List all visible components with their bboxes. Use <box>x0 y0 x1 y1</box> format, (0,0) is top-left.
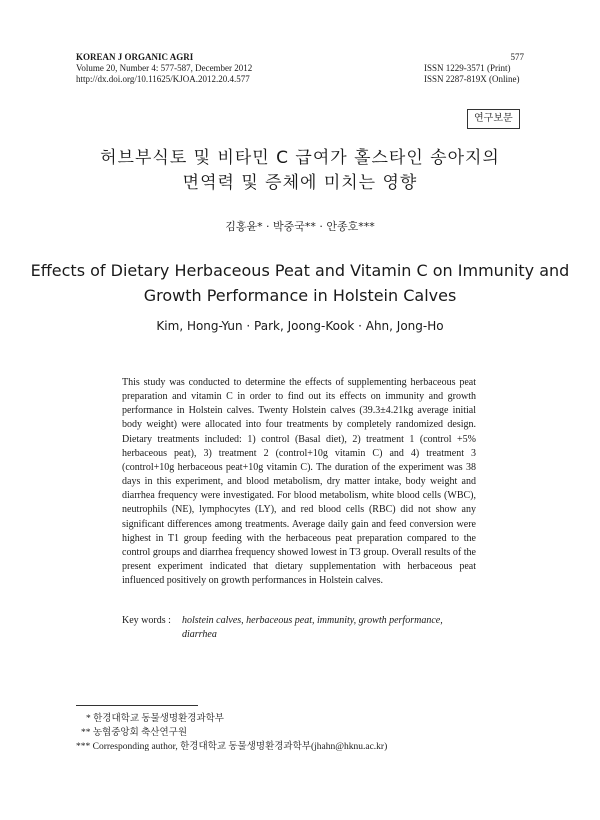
journal-header <box>76 52 252 85</box>
title-english-line-2: Growth Performance in Holstein Calves <box>143 286 457 305</box>
footnotes <box>76 712 387 754</box>
authors-korean: 김홍윤* · 박중국** · 안종호*** <box>225 220 375 233</box>
title-english <box>0 258 600 308</box>
keywords-value: holstein calves, herbaceous peat, immunity, growth performance, diarrhea <box>182 615 443 640</box>
title-korean-line-1: 허브부식토 및 비타민 C 급여가 홀스타인 송아지의 <box>100 148 500 168</box>
authors-english: Kim, Hong-Yun · Park, Joong-Kook · Ahn, Jong-Ho <box>156 319 444 333</box>
footnote-divider <box>76 705 198 706</box>
footnote-1: * 한경대학교 동물생명환경과학부 <box>86 714 224 724</box>
doi-link[interactable]: http://dx.doi.org/10.11625/KJOA.2012.20.4.577 <box>76 74 250 84</box>
keywords <box>122 614 482 642</box>
journal-name: KOREAN J ORGANIC AGRI <box>76 52 194 62</box>
keywords-label: Key words : <box>122 615 171 626</box>
article-type-badge: 연구보문 <box>467 109 520 129</box>
title-korean <box>0 146 600 196</box>
abstract: This study was conducted to determine the effects of supplementing herbaceous peat preparation and vitamin C in order to find out its effects on immunity and growth performance in Holstein calves. Twenty Holstein calves (39.3±4.21kg average initial body weight) were allocated into four treatments by completely randomized design. Dietary treatments included: 1) control (Basal diet), 2) treatment 1 (control +5% herbaceous peat), 3) treatment 2 (control+10g vitamin C) and 4) treatment 3 (control+10g herbaceous peat+10g vitamin C). The duration of the experiment was 38 days in this experiment, and blood metabolism, dry matter intake, body weight and diarrhea frequency were investigated. For blood metabolism, white blood cells (WBC), neutrophils (NE), lymphocytes (LY), and red blood cells (RBC) did not show any significant differences among treatments. Average daily gain and feed conversion were highest in T1 group feeding with the herbaceous peat preparation compared to the control groups and diarrhea frequency showed lowest in T3 group. Overall results of the present experiment indicated that dietary supplementation with herbaceous peat influenced positively on growth performances in Holstein calves. <box>122 377 476 587</box>
footnote-3: *** Corresponding author, 한경대학교 동물생명환경과학부(jhahn@hknu.ac.kr) <box>76 742 388 752</box>
volume-info: Volume 20, Number 4: 577-587, December 2012 <box>76 63 253 73</box>
issn-block <box>424 52 524 85</box>
page-number: 577 <box>510 52 524 62</box>
title-korean-line-2: 면역력 및 증체에 미치는 영향 <box>182 173 418 193</box>
issn-online: ISSN 2287-819X (Online) <box>424 74 520 84</box>
issn-print: ISSN 1229-3571 (Print) <box>424 63 511 73</box>
title-english-line-1: Effects of Dietary Herbaceous Peat and Vitamin C on Immunity and <box>30 261 570 280</box>
footnote-2: ** 농협중앙회 축산연구원 <box>81 728 188 738</box>
